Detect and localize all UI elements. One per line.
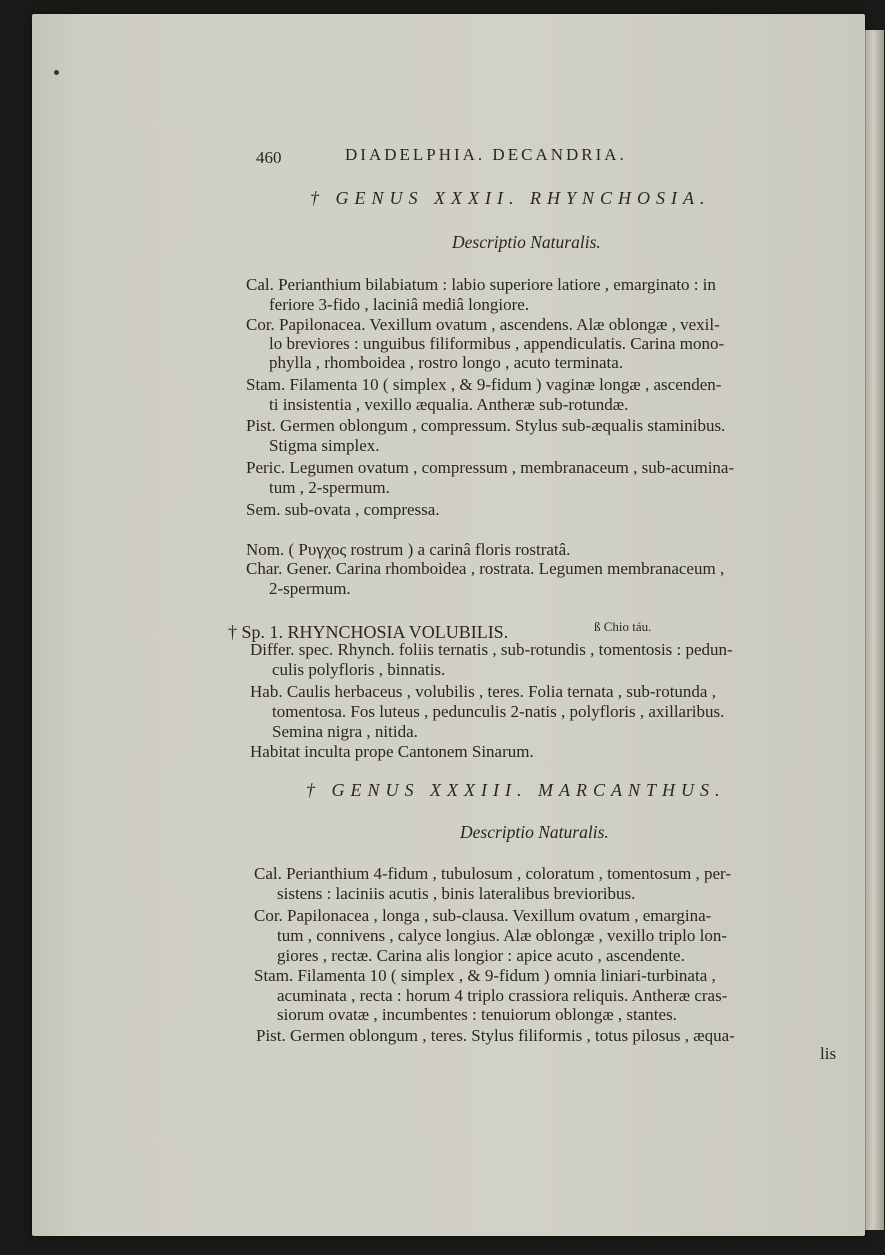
text-line: Cal. Perianthium bilabiatum : labio superiore latiore , emarginato : in xyxy=(246,275,716,294)
section-subtitle: Descriptio Naturalis. xyxy=(452,232,601,252)
text-line: Habitat inculta prope Cantonem Sinarum. xyxy=(250,742,534,761)
running-title: DIADELPHIA. DECANDRIA. xyxy=(345,145,627,164)
text-line: 2-spermum. xyxy=(269,579,351,598)
text-line: Char. Gener. Carina rhomboidea , rostrata. Legumen membranaceum , xyxy=(246,559,725,578)
genus-title: † GENUS XXXII. RHYNCHOSIA. xyxy=(310,188,711,208)
text-line: sistens : laciniis acutis , binis lateralibus brevioribus. xyxy=(277,884,636,903)
text-line: tomentosa. Fos luteus , pedunculis 2-natis , polyfloris , axillaribus. xyxy=(272,702,725,721)
text-line: giores , rectæ. Carina alis longior : apice acuto , ascendente. xyxy=(277,946,685,965)
text-line: Nom. ( Ρυγχος rostrum ) a carinâ floris rostratâ. xyxy=(246,540,571,559)
section-subtitle: Descriptio Naturalis. xyxy=(460,822,609,842)
catchword: lis xyxy=(820,1044,837,1063)
text-line: Cal. Perianthium 4-fidum , tubulosum , coloratum , tomentosum , per- xyxy=(254,864,732,883)
text-line: Cor. Papilonacea. Vexillum ovatum , ascendens. Alæ oblongæ , vexil- xyxy=(246,315,720,334)
text-line: Pist. Germen oblongum , compressum. Stylus sub-æqualis staminibus. xyxy=(246,416,726,435)
text-line: Hab. Caulis herbaceus , volubilis , teres. Folia ternata , sub-rotunda , xyxy=(250,682,716,701)
text-line: Cor. Papilonacea , longa , sub-clausa. Vexillum ovatum , emargina- xyxy=(254,906,712,925)
text-line: phylla , rhomboidea , rostro longo , acuto terminata. xyxy=(269,353,624,372)
text-line: Stam. Filamenta 10 ( simplex , & 9-fidum ) vaginæ longæ , ascenden- xyxy=(246,375,722,394)
text-line: acuminata , recta : horum 4 triplo crassiora reliquis. Antheræ cras- xyxy=(277,986,728,1005)
text-line: Semina nigra , nitida. xyxy=(272,722,418,741)
text-line: tum , 2-spermum. xyxy=(269,478,390,497)
species-title: † Sp. 1. RHYNCHOSIA VOLUBILIS. xyxy=(228,622,509,642)
page-number: 460 xyxy=(256,148,282,167)
text-line: ti insistentia , vexillo æqualia. Antheræ sub-rotundæ. xyxy=(269,395,629,414)
text-line: Pist. Germen oblongum , teres. Stylus filiformis , totus pilosus , æqua- xyxy=(256,1026,735,1045)
text-line: lo breviores : unguibus filiformibus , appendiculatis. Carina mono- xyxy=(269,334,725,353)
text-line: Differ. spec. Rhynch. foliis ternatis , sub-rotundis , tomentosis : pedun- xyxy=(250,640,733,659)
genus-title: † GENUS XXXIII. MARCANTHUS. xyxy=(306,780,726,800)
text-line: culis polyfloris , binnatis. xyxy=(272,660,446,679)
text-line: Stam. Filamenta 10 ( simplex , & 9-fidum ) omnia liniari-turbinata , xyxy=(254,966,716,985)
text-line: Stigma simplex. xyxy=(269,436,380,455)
text-line: siorum ovatæ , incumbentes : tenuiorum oblongæ , stantes. xyxy=(277,1005,677,1024)
text-line: tum , connivens , calyce longius. Alæ oblongæ , vexillo triplo lon- xyxy=(277,926,727,945)
text-line: Sem. sub-ovata , compressa. xyxy=(246,500,440,519)
text-line: feriore 3-fido , laciniâ mediâ longiore. xyxy=(269,295,530,314)
text-line: Peric. Legumen ovatum , compressum , membranaceum , sub-acumina- xyxy=(246,458,735,477)
species-note: ß Chio táu. xyxy=(594,619,652,634)
